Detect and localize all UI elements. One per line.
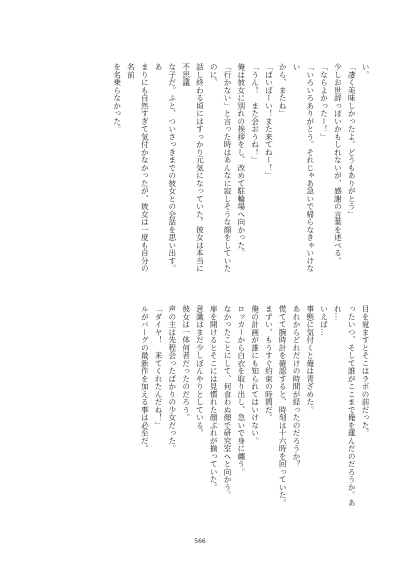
text-line: 俺は彼女に別れの挨拶をし、改めて駐輪場へ向かった。 bbox=[236, 63, 246, 257]
text-line: 話し終わる頃にはすっかり元気になっていた。彼女は本当に不思議 bbox=[181, 63, 205, 273]
text-line: 事態に気付くと俺は青ざめた。 bbox=[305, 305, 315, 414]
text-line: を名乗らなかった。 bbox=[112, 63, 122, 133]
upper-text-block bbox=[40, 63, 372, 275]
text-line: 扉を開けるとそこには見慣れた顔ぶれが揃っていた。 bbox=[209, 305, 219, 491]
text-line: ルがバーグの最新作を加える事は必至だ。 bbox=[140, 305, 150, 453]
lower-text-block bbox=[24, 305, 372, 517]
text-line: 声の主は先程会ったばかりの少女だった。 bbox=[167, 305, 177, 453]
text-line: 「ばいばーい！また来てねー！」 bbox=[264, 63, 274, 180]
text-line: 慌てて腕時計を確認すると、時刻は十六時を回っていた。 bbox=[278, 305, 288, 507]
text-line: まりにも自然すぎて気付かなかったが、彼女は一度も自分の名前 bbox=[126, 63, 150, 273]
text-line: 彼女は一体何者だったのだろう。 bbox=[181, 305, 191, 422]
text-line: 「うん！ また会おうね！」 bbox=[250, 63, 260, 164]
text-line: あれからどれだけの時間が経ったのだろうか？ bbox=[292, 305, 302, 468]
text-line: 目を覚ますとそこはラボの前だった。 bbox=[361, 305, 370, 437]
text-line: 「行かない」と言った時はあんなに寂しそうな顔をしていたのに、 bbox=[209, 63, 233, 273]
text-line: まずい。もうすぐ約束の時間だ。 bbox=[264, 305, 274, 422]
text-line: いえば… bbox=[319, 305, 329, 336]
text-line: 「ならよかったー！」 bbox=[319, 63, 329, 141]
text-line: から、またね」 bbox=[278, 63, 288, 118]
text-line: ったいつ、そして誰がここまで俺を運んだのだろうか。あれ… bbox=[333, 305, 357, 507]
text-line: 意識はまだ少しぼんやりとしている。 bbox=[195, 305, 205, 437]
text-line: なかったことにして、何食わぬ顔で研究室へと向かう。 bbox=[223, 305, 233, 499]
text-line: な子だ。ふと、ついさっきまでの彼女との会話を思い出す。あ bbox=[154, 63, 177, 273]
text-line: 「凄く美味しかったよ。どうもありがとう」 bbox=[347, 63, 357, 218]
text-line: 「いろいろありがとう。それじゃあ急いで帰らなきゃいけない bbox=[292, 63, 315, 273]
text-line: い。 bbox=[361, 63, 370, 79]
text-line: ロッカーから白衣を取り出し、急いで身に纏う。 bbox=[236, 305, 246, 476]
page-number: 566 bbox=[194, 538, 206, 545]
text-line: 少しお世辞っぽいかもしれないが、感謝の言葉を述べる。 bbox=[333, 63, 343, 265]
text-line: 俺の計画が誰にも知られてはいけない。 bbox=[250, 305, 260, 445]
text-line: 「ダイヤ！ 来てくれたんだね！」 bbox=[154, 305, 164, 429]
